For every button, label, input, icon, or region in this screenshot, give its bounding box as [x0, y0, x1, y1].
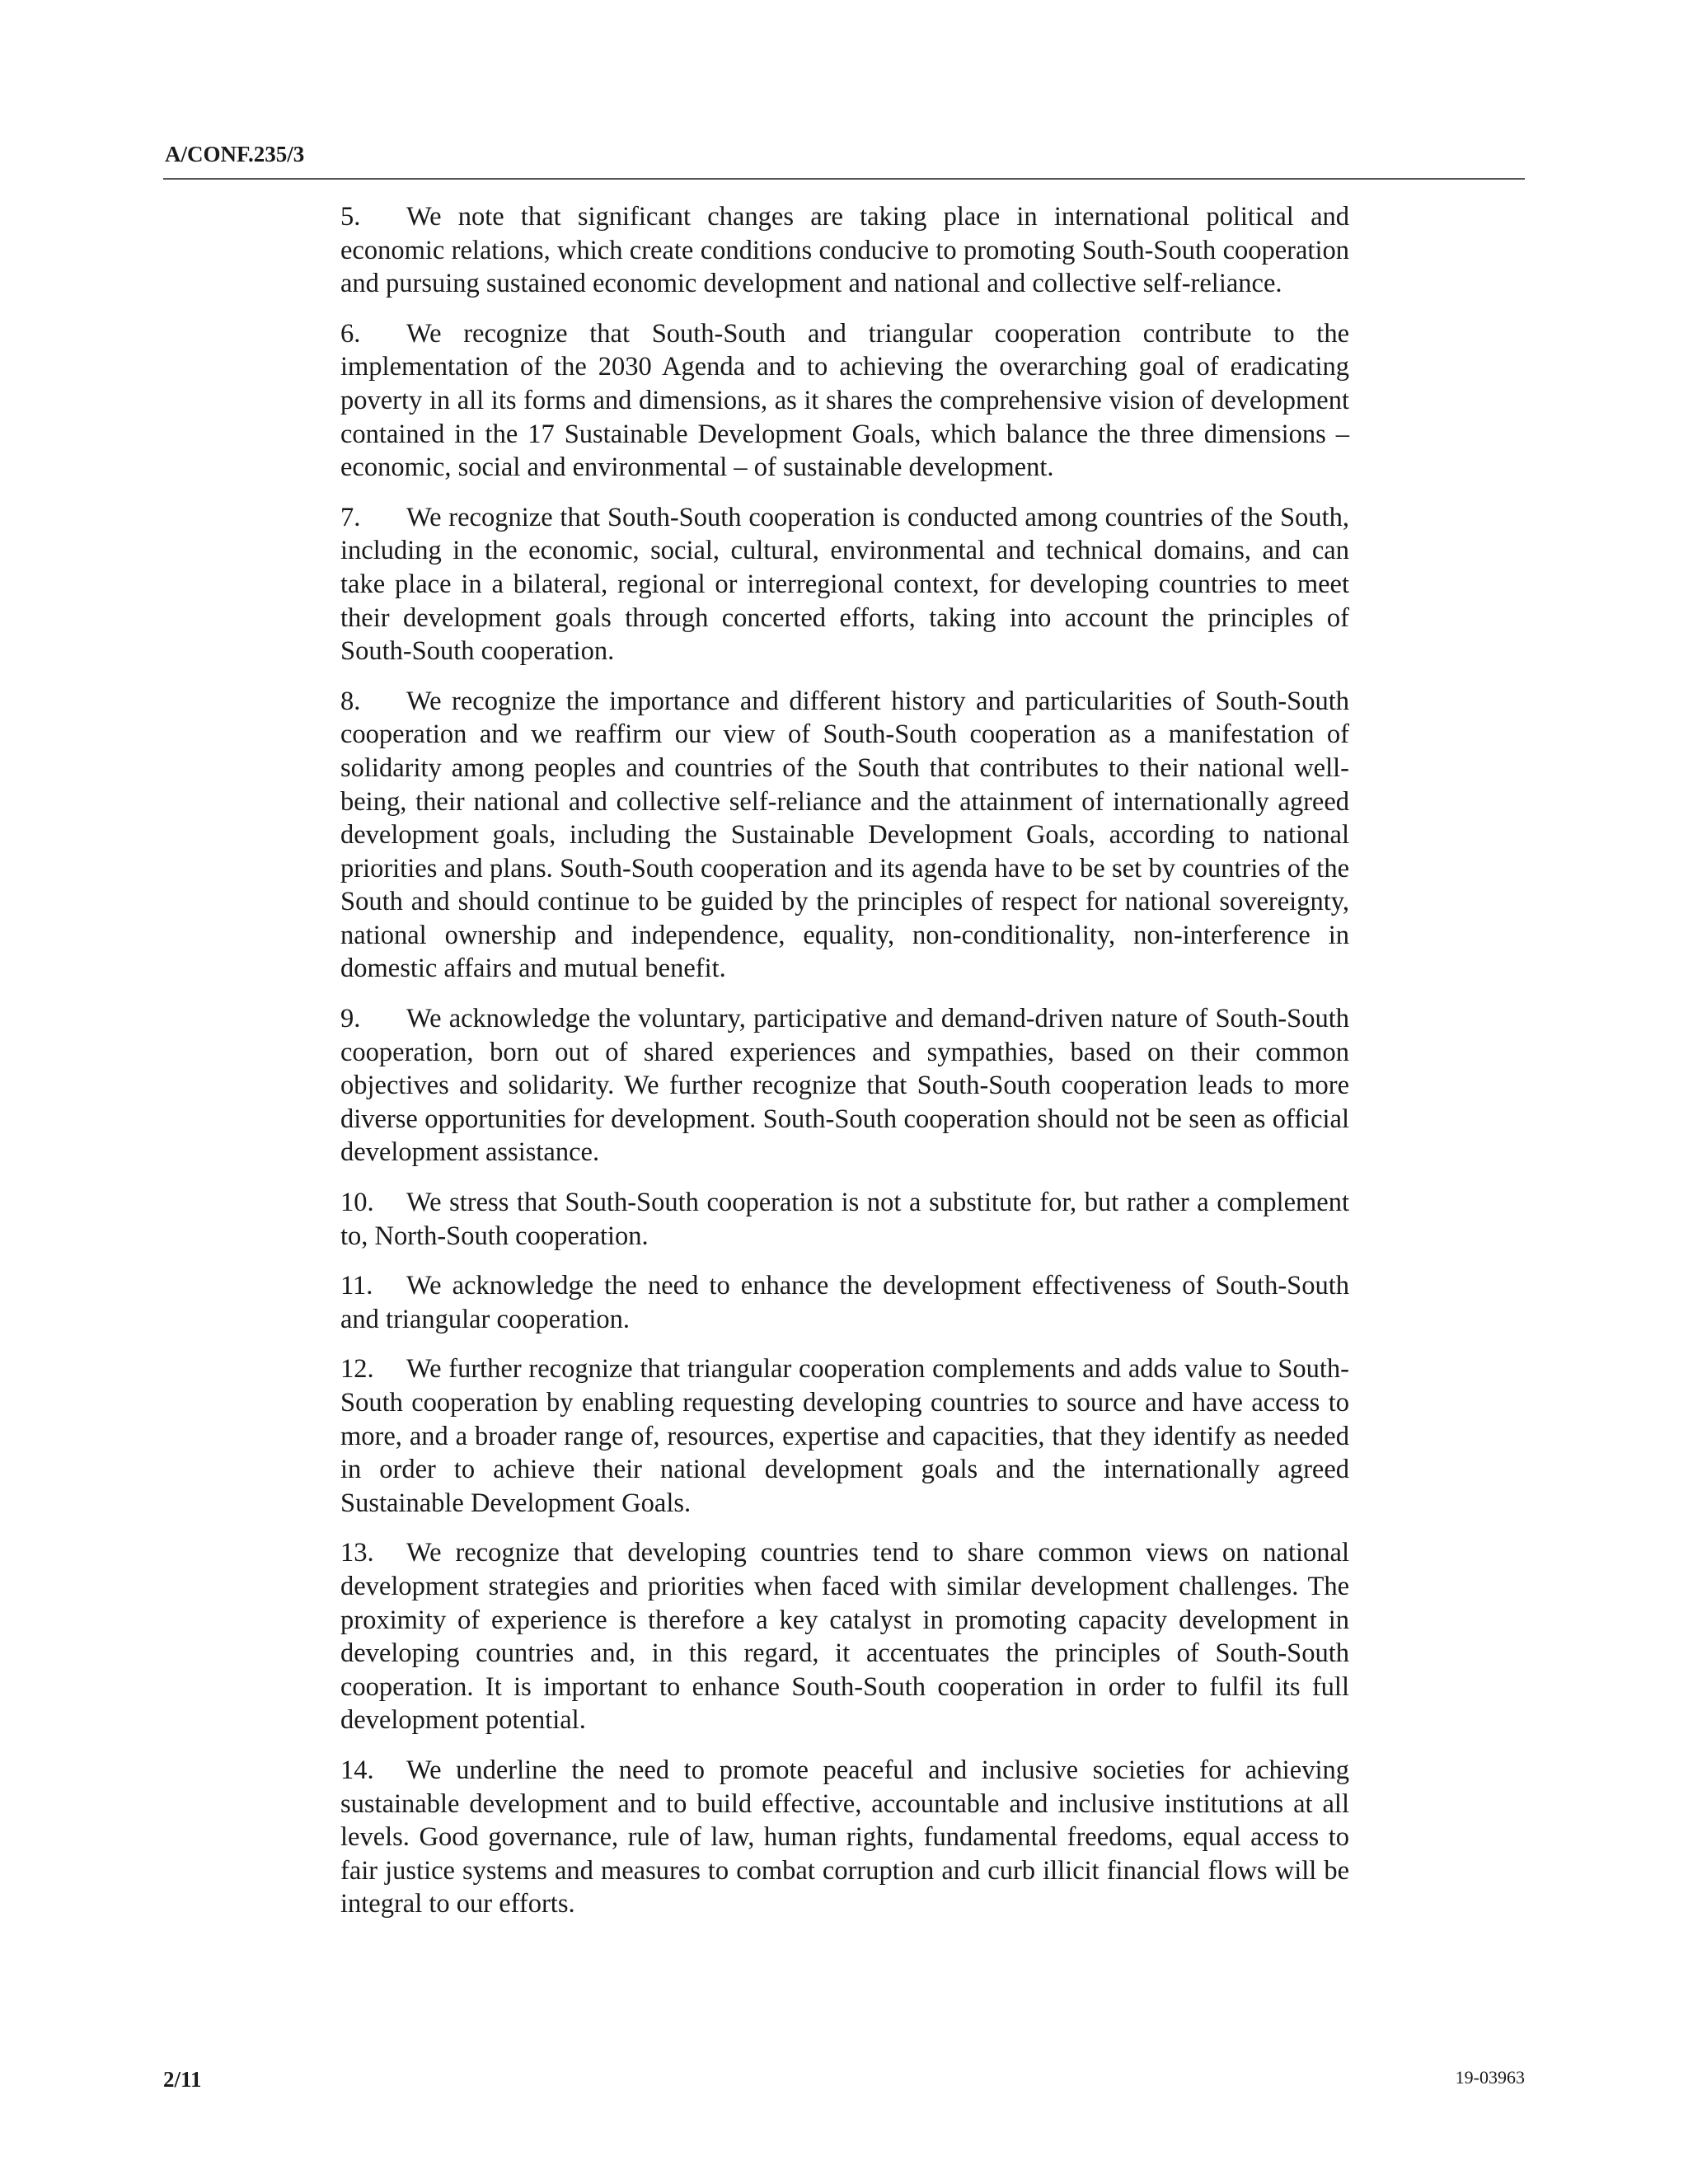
paragraph-text: We acknowledge the need to enhance the development effectiveness of South-South and triangular cooperation.	[340, 1271, 1349, 1334]
document-symbol: A/CONF.235/3	[165, 142, 305, 166]
paragraph-text: We recognize that developing countries tend to share common views on national development strategies and priorities when faced with similar development challenges. The proximity of experience is therefore a key catalyst in promoting capacity development in developing countries and, in this regard, it accentuates the principles of South-South cooperation. It is important to enhance South-South cooperation in order to fulfil its full development potential.	[340, 1538, 1349, 1736]
paragraph-number: 14.	[340, 1755, 374, 1785]
paragraph-5	[340, 200, 1349, 301]
paragraph-6	[340, 317, 1349, 485]
paragraph-number: 7.	[340, 502, 361, 532]
paragraph-number: 5.	[340, 202, 361, 232]
paragraph-text: We note that significant changes are taking place in international political and economic relations, which create conditions conducive to promoting South-South cooperation and pursuing sustained economic development and national and collective self-reliance.	[340, 202, 1349, 299]
paragraph-text: We further recognize that triangular cooperation complements and adds value to South-South cooperation by enabling requesting developing countries to source and have access to more, and a broader range of, resources, expertise and capacities, that they identify as needed in order to achieve their national development goals and the internationally agreed Sustainable Development Goals.	[340, 1354, 1349, 1518]
document-code: 19-03963	[1455, 2067, 1525, 2088]
paragraph-text: We underline the need to promote peaceful and inclusive societies for achieving sustainable development and to build effective, accountable and inclusive institutions at all levels. Good governance, rule of law, human rights, fundamental freedoms, equal access to fair justice systems and measures to combat corruption and curb illicit financial flows will be integral to our efforts.	[340, 1755, 1349, 1919]
paragraph-11	[340, 1269, 1349, 1336]
paragraph-9	[340, 1002, 1349, 1169]
paragraph-number: 8.	[340, 686, 361, 716]
page-header	[163, 138, 1525, 180]
paragraph-text: We stress that South-South cooperation is not a substitute for, but rather a complement to, North-South cooperation.	[340, 1188, 1349, 1251]
paragraph-text: We recognize that South-South and triangular cooperation contribute to the implementation of the 2030 Agenda and to achieving the overarching goal of eradicating poverty in all its forms and dimensions, as it shares the comprehensive vision of development contained in the 17 Sustainable Development Goals, which balance the three dimensions – economic, social and environmental – of sustainable development.	[340, 318, 1349, 483]
paragraph-14	[340, 1754, 1349, 1921]
page-number: 2/11	[163, 2067, 202, 2092]
paragraph-text: We acknowledge the voluntary, participative and demand-driven nature of South-South cooperation, born out of shared experiences and sympathies, based on their common objectives and solidarity. We further recognize that South-South cooperation leads to more diverse opportunities for development. South-South cooperation should not be seen as official development assistance.	[340, 1004, 1349, 1168]
paragraph-number: 12.	[340, 1354, 374, 1385]
paragraph-13	[340, 1536, 1349, 1737]
paragraph-number: 11.	[340, 1271, 373, 1301]
paragraph-number: 9.	[340, 1004, 361, 1034]
paragraph-12	[340, 1352, 1349, 1520]
paragraph-text: We recognize the importance and different history and particularities of South-South cooperation and we reaffirm our view of South-South cooperation as a manifestation of solidarity among peoples and countries of the South that contributes to their national well-being, their national and collective self-reliance and the attainment of internationally agreed development goals, including the Sustainable Development Goals, according to national priorities and plans. South-South cooperation and its agenda have to be set by countries of the South and should continue to be guided by the principles of respect for national sovereignty, national ownership and independence, equality, non-conditionality, non-interference in domestic affairs and mutual benefit.	[340, 686, 1349, 984]
paragraph-number: 6.	[340, 318, 361, 349]
paragraph-text: We recognize that South-South cooperation is conducted among countries of the South, including in the economic, social, cultural, environmental and technical domains, and can take place in a bilateral, regional or interregional context, for developing countries to meet their development goals through concerted efforts, taking into account the principles of South-South cooperation.	[340, 502, 1349, 667]
paragraph-10	[340, 1186, 1349, 1253]
document-body	[340, 200, 1349, 1938]
paragraph-number: 13.	[340, 1538, 374, 1568]
paragraph-8	[340, 685, 1349, 986]
paragraph-7	[340, 501, 1349, 668]
paragraph-number: 10.	[340, 1188, 374, 1218]
